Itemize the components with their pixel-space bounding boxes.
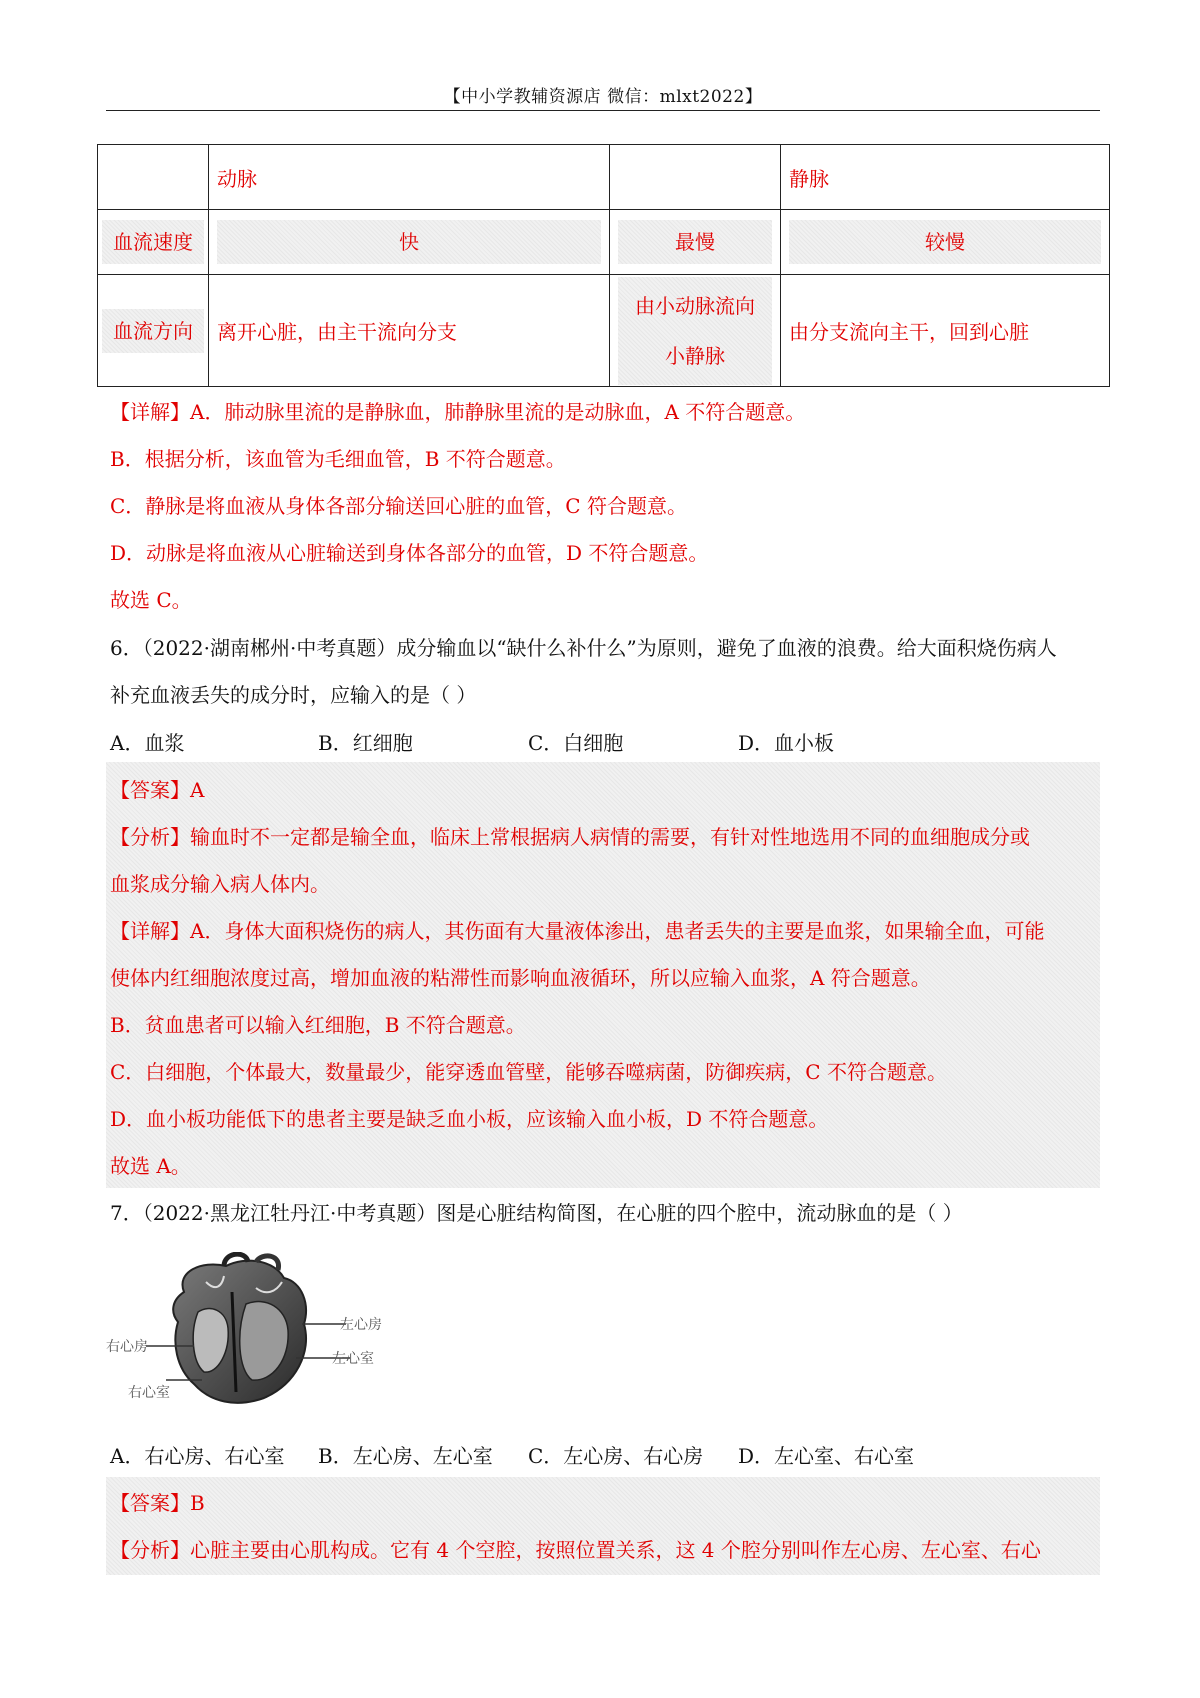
table-head-empty <box>98 145 209 210</box>
q6-detail-line2: 使体内红细胞浓度过高，增加血液的粘滞性而影响血液循环，所以应输入血浆，A 符合题意。 <box>110 966 931 990</box>
label-left-atrium: 左心房 <box>340 1317 382 1333</box>
table-head-artery: 动脉 <box>209 145 610 210</box>
q7-option-d: D．左心室、右心室 <box>738 1444 915 1468</box>
q6-analysis-line1: 【分析】输血时不一定都是输全血，临床上常根据病人病情的需要，有针对性地选用不同的血细胞成分或 <box>110 825 1030 849</box>
cell-artery-direction: 离开心脏，由主干流向分支 <box>209 275 610 387</box>
q5-detail-a: 【详解】A．肺动脉里流的是静脉血，肺静脉里流的是动脉血，A 不符合题意。 <box>110 400 806 424</box>
q6-analysis-line2: 血浆成分输入病人体内。 <box>110 872 330 896</box>
table-row <box>98 275 1110 387</box>
cell-artery-speed: 快 <box>209 210 610 275</box>
row-label-direction: 血流方向 <box>98 275 209 387</box>
table-head-capillary <box>610 145 781 210</box>
label-right-atrium: 右心房 <box>106 1339 148 1355</box>
q7-answer: 【答案】B <box>110 1491 205 1515</box>
cell-vein-speed: 较慢 <box>781 210 1110 275</box>
q5-detail-d: D．动脉是将血液从心脏输送到身体各部分的血管，D 不符合题意。 <box>110 541 709 565</box>
q7-option-b: B．左心房、左心室 <box>318 1444 493 1468</box>
q6-detail-line1: 【详解】A．身体大面积烧伤的病人，其伤面有大量液体渗出，患者丢失的主要是血浆，如果输全血，可能 <box>110 919 1045 943</box>
q6-detail-c: C．白细胞，个体最大，数量最少，能穿透血管壁，能够吞噬病菌，防御疾病，C 不符合题意。 <box>110 1060 947 1084</box>
q6-option-b: B．红细胞 <box>318 731 413 755</box>
label-left-ventricle: 左心室 <box>332 1351 374 1367</box>
cell-capillary-direction: 由小动脉流向 小静脉 <box>610 275 781 387</box>
q6-option-d: D．血小板 <box>738 731 835 755</box>
q6-detail-d: D．血小板功能低下的患者主要是缺乏血小板，应该输入血小板，D 不符合题意。 <box>110 1107 829 1131</box>
q5-detail-c: C．静脉是将血液从身体各部分输送回心脏的血管，C 符合题意。 <box>110 494 687 518</box>
table-header-row <box>98 145 1110 210</box>
q7-option-c: C．左心房、右心房 <box>528 1444 704 1468</box>
vessel-comparison-table <box>97 144 1110 387</box>
q7-stem: 7．（2022·黑龙江牡丹江·中考真题）图是心脏结构简图，在心脏的四个腔中，流动脉血的是（ ） <box>110 1201 963 1225</box>
q7-analysis: 【分析】心脏主要由心肌构成。它有 4 个空腔，按照位置关系，这 4 个腔分别叫作左心房、左心室、右心 <box>110 1538 1041 1562</box>
q6-choice: 故选 A。 <box>110 1154 191 1178</box>
label-right-ventricle: 右心室 <box>128 1385 170 1401</box>
q6-detail-b: B．贫血患者可以输入红细胞，B 不符合题意。 <box>110 1013 526 1037</box>
q6-option-a: A．血浆 <box>110 731 185 755</box>
header-rule <box>106 110 1100 111</box>
q6-answer: 【答案】A <box>110 778 205 802</box>
heart-diagram <box>106 1252 406 1412</box>
q6-stem-line2: 补充血液丢失的成分时，应输入的是（ ） <box>110 683 477 707</box>
table-head-vein: 静脉 <box>781 145 1110 210</box>
q7-option-a: A．右心房、右心室 <box>110 1444 285 1468</box>
q6-stem-line1: 6．（2022·湖南郴州·中考真题）成分输血以“缺什么补什么”为原则，避免了血液的浪费。给大面积烧伤病人 <box>110 636 1057 660</box>
q5-choice: 故选 C。 <box>110 588 192 612</box>
q6-option-c: C．白细胞 <box>528 731 624 755</box>
page-header: 【中小学教辅资源店 微信：mlxt2022】 <box>443 87 763 107</box>
cell-vein-direction: 由分支流向主干，回到心脏 <box>781 275 1110 387</box>
q5-detail-b: B．根据分析，该血管为毛细血管，B 不符合题意。 <box>110 447 566 471</box>
row-label-speed: 血流速度 <box>98 210 209 275</box>
cell-capillary-speed: 最慢 <box>610 210 781 275</box>
table-row <box>98 210 1110 275</box>
